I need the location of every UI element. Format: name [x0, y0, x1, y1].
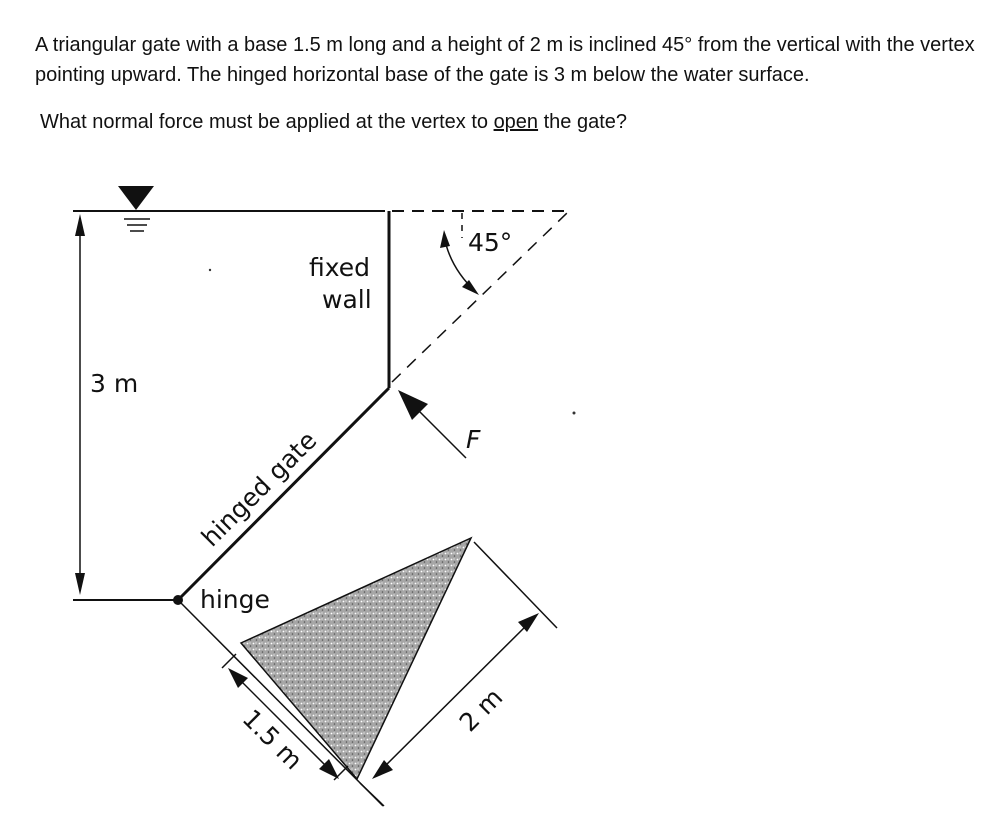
water-surface-symbol [118, 186, 154, 231]
question-text-start: What normal force must be applied at the vertex to [40, 111, 494, 133]
height-dimension-label: 2 m [453, 682, 509, 738]
stray-dot-1 [209, 269, 211, 271]
force-label: F [466, 425, 481, 454]
question-text-end: the gate? [538, 111, 628, 133]
depth-dimension [75, 214, 85, 595]
hinge-label: hinge [200, 585, 270, 614]
force-arrow [398, 390, 466, 458]
hinged-gate-label: hinged gate [195, 425, 323, 553]
base-dimension-label: 1.5 m [236, 703, 309, 776]
stray-dot-2 [573, 412, 576, 415]
question-emphasis-open: open [493, 111, 539, 133]
hinged-gate [178, 388, 389, 600]
angle-label: 45° [468, 228, 513, 257]
fixed-wall-label-line2: wall [322, 285, 372, 314]
problem-statement: A triangular gate with a base 1.5 m long and a height of 2 m is inclined 45° from the vertical with the vertex pointing upward. The hinged horizontal base of the gate is 3 m below the water surface. [35, 34, 975, 86]
depth-label: 3 m [90, 369, 139, 398]
fixed-wall-label-line1: fixed [309, 253, 371, 282]
